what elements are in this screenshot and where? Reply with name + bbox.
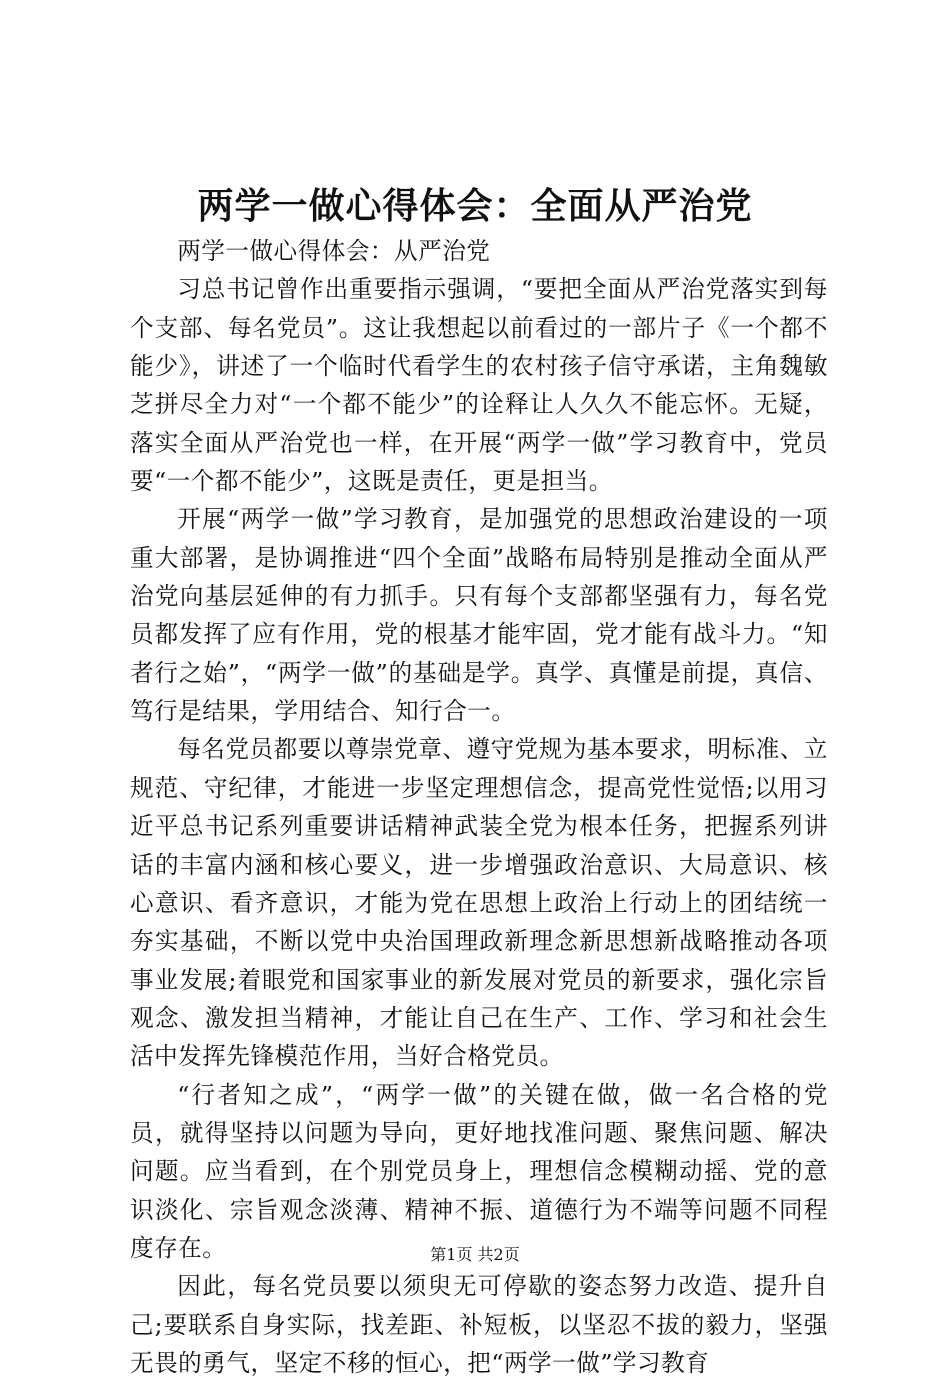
document-subtitle: 两学一做心得体会：从严治党 <box>177 237 491 265</box>
paragraph: “行者知之成”，“两学一做”的关键在做，做一名合格的党员，就得坚持以问题为导向，更好地找准问题、聚焦问题、解决问题。应当看到，在个别党员身上，理想信念模糊动摇、党的意识淡化、宗旨观念淡薄、精神不振、道德行为不端等问题不同程度存在。 <box>130 1080 828 1262</box>
page-footer: 第1页 共2页 <box>430 1245 520 1264</box>
document-title: 两学一做心得体会：全面从严治党 <box>197 186 753 227</box>
paragraph: 因此，每名党员要以须臾无可停歇的姿态努力改造、提升自己;要联系自身实际，找差距、补短板，以坚忍不拔的毅力，坚强无畏的勇气，坚定不移的恒心，把“两学一做”学习教育 <box>130 1272 828 1377</box>
paragraph: 习总书记曾作出重要指示强调，“要把全面从严治党落实到每个支部、每名党员”。这让我想起以前看过的一部片子《一个都不能少》，讲述了一个临时代看学生的农村孩子信守承诺，主角魏敏芝拼尽全力对“一个都不能少”的诠释让人久久不能忘怀。无疑，落实全面从严治党也一样，在开展“两学一做”学习教育中，党员要“一个都不能少”，这既是责任，更是担当。 <box>130 275 828 496</box>
paragraph: 每名党员都要以尊崇党章、遵守党规为基本要求，明标准、立规范、守纪律，才能进一步坚定理想信念，提高党性觉悟;以用习近平总书记系列重要讲话精神武装全党为根本任务，把握系列讲话的丰富内涵和核心要义，进一步增强政治意识、大局意识、核心意识、看齐意识，才能为党在思想上政治上行动上的团结统一夯实基础，不断以党中央治国理政新理念新思想新战略推动各项事业发展;着眼党和国家事业的新发展对党员的新要求，强化宗旨观念、激发担当精神，才能让自己在生产、工作、学习和社会生活中发挥先锋模范作用，当好合格党员。 <box>130 735 828 1071</box>
paragraph: 开展“两学一做”学习教育，是加强党的思想政治建设的一项重大部署，是协调推进“四个全面”战略布局特别是推动全面从严治党向基层延伸的有力抓手。只有每个支部都坚强有力，每名党员都发挥了应有作用，党的根基才能牢固，党才能有战斗力。“知者行之始”，“两学一做”的基础是学。真学、真懂是前提，真信、笃行是结果，学用结合、知行合一。 <box>130 505 828 726</box>
document-body <box>130 232 828 1382</box>
